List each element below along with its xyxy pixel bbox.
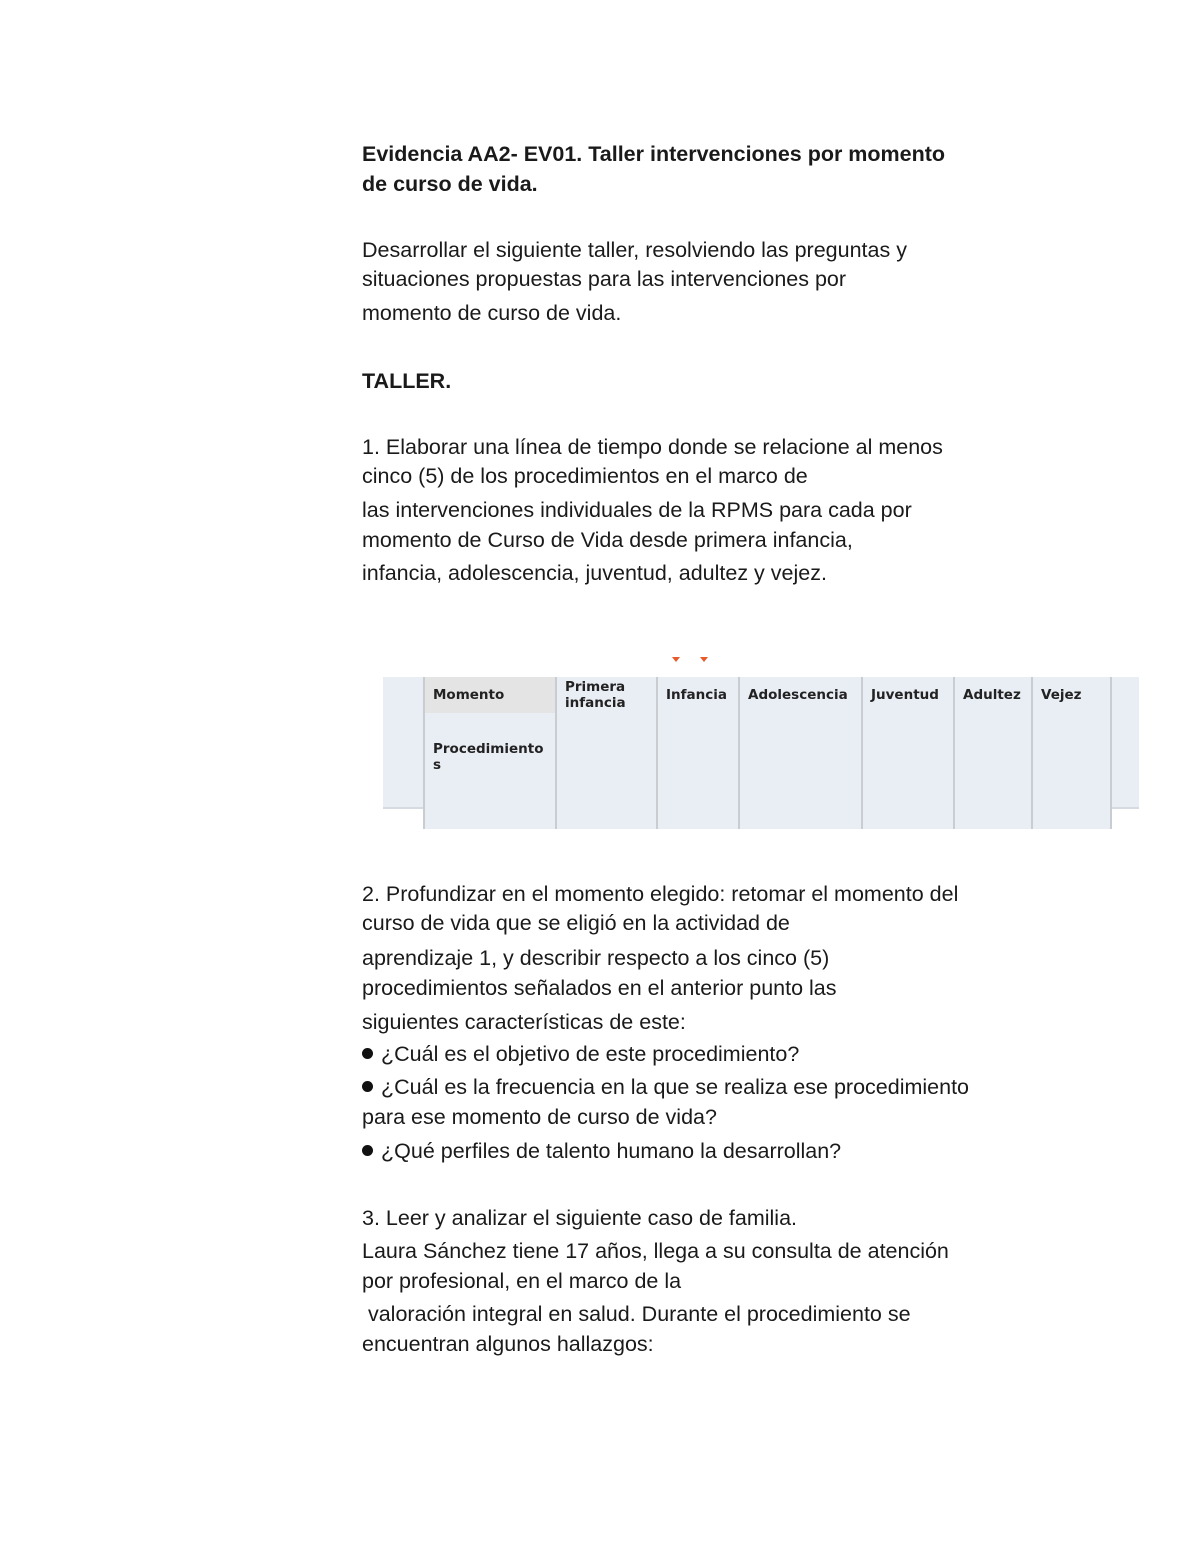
intro-line-2: situaciones propuestas para las intervenciones por xyxy=(362,267,847,291)
q1-line-1: 1. Elaborar una línea de tiempo donde se relacione al menos xyxy=(362,435,943,459)
header-vejez: Vejez xyxy=(1032,677,1111,713)
bullet-text-1: ¿Cuál es el objetivo de este procedimiento? xyxy=(381,1042,800,1066)
q1-line-4: momento de Curso de Vida desde primera infancia, xyxy=(362,528,853,552)
table-cell xyxy=(1032,713,1111,829)
intro-line-1: Desarrollar el siguiente taller, resolviendo las preguntas y xyxy=(362,238,907,262)
bullet-icon xyxy=(362,1048,373,1059)
row-label-procedimientos: Procedimientos xyxy=(424,713,556,829)
table-cell xyxy=(954,713,1032,829)
header-momento: Momento xyxy=(424,677,556,713)
bullet-icon xyxy=(362,1081,373,1092)
q3-line-5: encuentran algunos hallazgos: xyxy=(362,1332,654,1356)
table-cell xyxy=(657,713,739,829)
table-cell xyxy=(862,713,954,829)
table-cell xyxy=(556,713,657,829)
q1-line-5: infancia, adolescencia, juventud, adultez y vejez. xyxy=(362,561,827,585)
intro-line-3: momento de curso de vida. xyxy=(362,301,622,325)
title-line-1: Evidencia AA2- EV01. Taller intervenciones por momento xyxy=(362,142,946,166)
title-line-2: de curso de vida. xyxy=(362,172,538,196)
bullet-item-2 xyxy=(362,1074,969,1100)
q2-line-3: aprendizaje 1, y describir respecto a los cinco (5) xyxy=(362,946,830,970)
q3-line-4: valoración integral en salud. Durante el procedimiento se xyxy=(362,1302,911,1326)
life-course-table xyxy=(423,677,1112,829)
q2-line-4: procedimientos señalados en el anterior punto las xyxy=(362,976,837,1000)
taller-heading: TALLER. xyxy=(362,369,452,393)
q1-line-3: las intervenciones individuales de la RPMS para cada por xyxy=(362,498,912,522)
bullet-text-3: ¿Qué perfiles de talento humano la desarrollan? xyxy=(381,1139,842,1163)
header-adolescencia: Adolescencia xyxy=(739,677,862,713)
q2-line-1: 2. Profundizar en el momento elegido: retomar el momento del xyxy=(362,882,959,906)
header-juventud: Juventud xyxy=(862,677,954,713)
bullet-icon xyxy=(362,1145,373,1156)
orange-mark xyxy=(672,657,680,662)
table-top-marks xyxy=(672,657,712,665)
q2-line-2: curso de vida que se eligió en la actividad de xyxy=(362,911,790,935)
q3-line-3: por profesional, en el marco de la xyxy=(362,1269,682,1293)
bullet-item-3 xyxy=(362,1138,841,1164)
header-infancia: Infancia xyxy=(657,677,739,713)
bullet-item-2-continuation: para ese momento de curso de vida? xyxy=(362,1105,717,1129)
life-course-table-image xyxy=(383,677,1139,809)
header-primera-infancia: Primera infancia xyxy=(556,677,657,713)
table-cell xyxy=(739,713,862,829)
q1-line-2: cinco (5) de los procedimientos en el marco de xyxy=(362,464,808,488)
bullet-text-2: ¿Cuál es la frecuencia en la que se realiza ese procedimiento xyxy=(381,1075,969,1099)
bullet-item-1 xyxy=(362,1041,799,1067)
orange-mark xyxy=(700,657,708,662)
table-header-row xyxy=(424,677,1111,713)
header-adultez: Adultez xyxy=(954,677,1032,713)
q3-line-2: Laura Sánchez tiene 17 años, llega a su consulta de atención xyxy=(362,1239,949,1263)
q2-line-5: siguientes características de este: xyxy=(362,1010,686,1034)
q3-line-1: 3. Leer y analizar el siguiente caso de familia. xyxy=(362,1206,798,1230)
table-body-row xyxy=(424,713,1111,829)
